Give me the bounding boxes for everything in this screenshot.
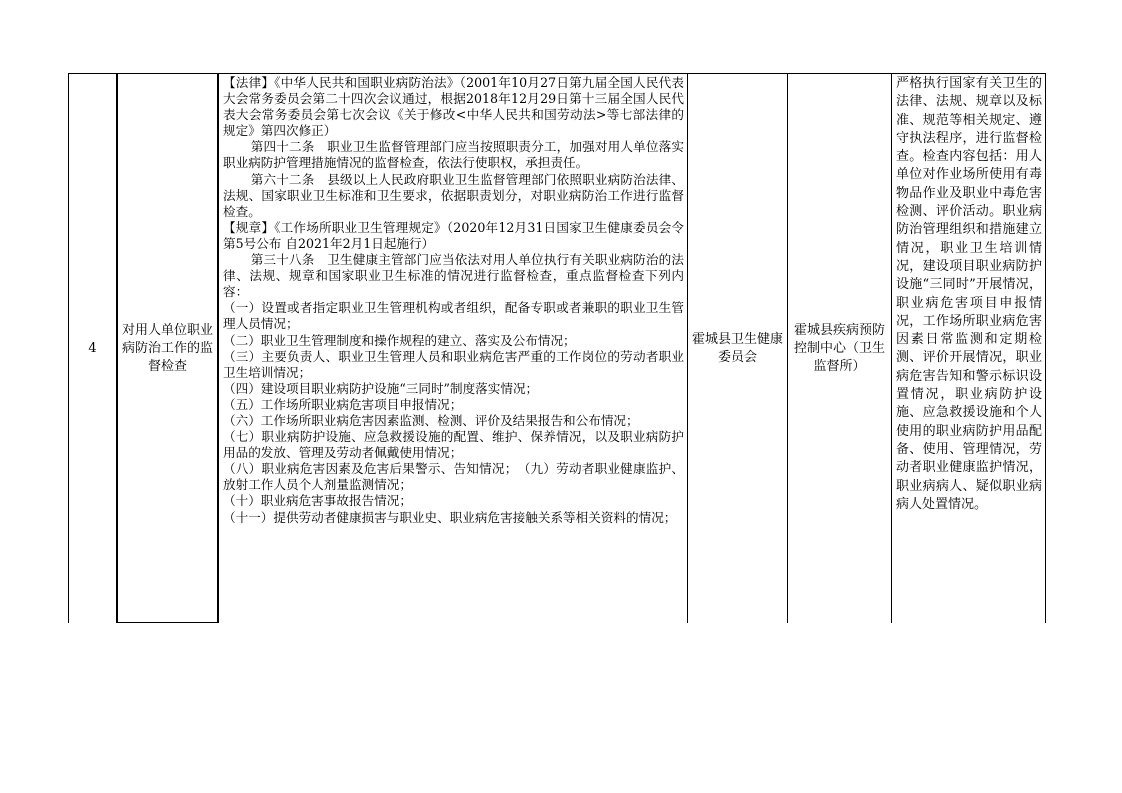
implementing-unit: 霍城县疾病预防控制中心（卫生监督所） <box>793 323 885 374</box>
responsible-dept: 霍城县卫生健康委员会 <box>692 332 784 365</box>
item-cell-bottom-border <box>116 622 218 623</box>
index-cell <box>68 74 116 623</box>
item-name-cell <box>116 74 217 623</box>
basis-paragraph: （七）职业病防护设施、应急救援设施的配置、维护、保养情况，以及职业病防护用品的发放、管理及劳动者佩戴使用情况； <box>223 429 684 461</box>
legal-basis-text <box>219 74 687 526</box>
legal-basis-cell <box>217 74 687 623</box>
basis-paragraph: （十一）提供劳动者健康损害与职业史、职业病危害接触关系等相关资料的情况； <box>223 509 677 525</box>
responsible-dept-cell <box>687 74 787 623</box>
inspection-content: 严格执行国家有关卫生的法律、法规、规章以及标准、规范等相关规定、遵守执法程序，进行监督检查。检查内容包括：用人单位对作业场所使用有毒物品作业及职业中毒危害检测、评价活动。职业病防治管理组织和措施建立情况，职业卫生培训情况，建设项目职业病防护设施“三同时”开展情况，职业病危害项目申报情况，工作场所职业病危害因素日常监测和定期检测、评价开展情况，职业病危害告知和警示标识设置情况，职业病防护设施、应急救援设施和个人使用的职业病防护用品配备、使用、管理情况，劳动者职业健康监护情况，职业病病人、疑似职业病病人处置情况。 <box>896 76 1042 512</box>
basis-paragraph: （四）建设项目职业病防护设施“三同时”制度落实情况； <box>223 380 539 396</box>
basis-paragraph: 第三十八条 卫生健康主管部门应当依法对用人单位执行有关职业病防治的法律、法规、规章和国家职业卫生标准的情况进行监督检查，重点监督检查下列内容： <box>223 252 684 300</box>
basis-paragraph: 【法律】《中华人民共和国职业病防治法》（2001年10月27日第九届全国人民代表大会常务委员会第二十四次会议通过，根据2018年12月29日第十三届全国人民代表大会常务委员会第七次会议《关于修改<中华人民共和国劳动法>等七部法律的规定》第四次修正） <box>223 75 684 139</box>
row-index: 4 <box>88 341 97 356</box>
basis-paragraph: 第四十二条 职业卫生监督管理部门应当按照职责分工，加强对用人单位落实职业病防护管理措施情况的监督检查，依法行使职权，承担责任。 <box>223 139 684 171</box>
basis-paragraph: （八）职业病危害因素及危害后果警示、告知情况； （九）劳动者职业健康监护、放射工作人员个人剂量监测情况； <box>223 461 684 493</box>
regulation-table <box>68 73 1046 623</box>
basis-paragraph: （三）主要负责人、职业卫生管理人员和职业病危害严重的工作岗位的劳动者职业卫生培训情况； <box>223 348 684 380</box>
table-row <box>68 73 1046 623</box>
basis-paragraph: 【规章】《工作场所职业卫生管理规定》（2020年12月31日国家卫生健康委员会令第5号公布 自2021年2月1日起施行） <box>223 219 684 251</box>
item-name: 对用人单位职业病防治工作的监督检查 <box>122 323 214 374</box>
basis-paragraph: （十）职业病危害事故报告情况； <box>223 493 412 509</box>
basis-paragraph: （一）设置或者指定职业卫生管理机构或者组织，配备专职或者兼职的职业卫生管理人员情况； <box>223 300 684 332</box>
basis-paragraph: 第六十二条 县级以上人民政府职业卫生监督管理部门依照职业病防治法律、法规、国家职业卫生标准和卫生要求，依据职责划分，对职业病防治工作进行监督检查。 <box>223 171 684 219</box>
basis-paragraph: （五）工作场所职业病危害项目申报情况； <box>223 396 463 412</box>
inspection-content-cell <box>891 74 1046 623</box>
basis-paragraph: （二）职业卫生管理制度和操作规程的建立、落实及公布情况； <box>223 332 576 348</box>
implementing-unit-cell <box>787 74 891 623</box>
basis-paragraph: （六）工作场所职业病危害因素监测、检测、评价及结果报告和公布情况； <box>223 412 639 428</box>
